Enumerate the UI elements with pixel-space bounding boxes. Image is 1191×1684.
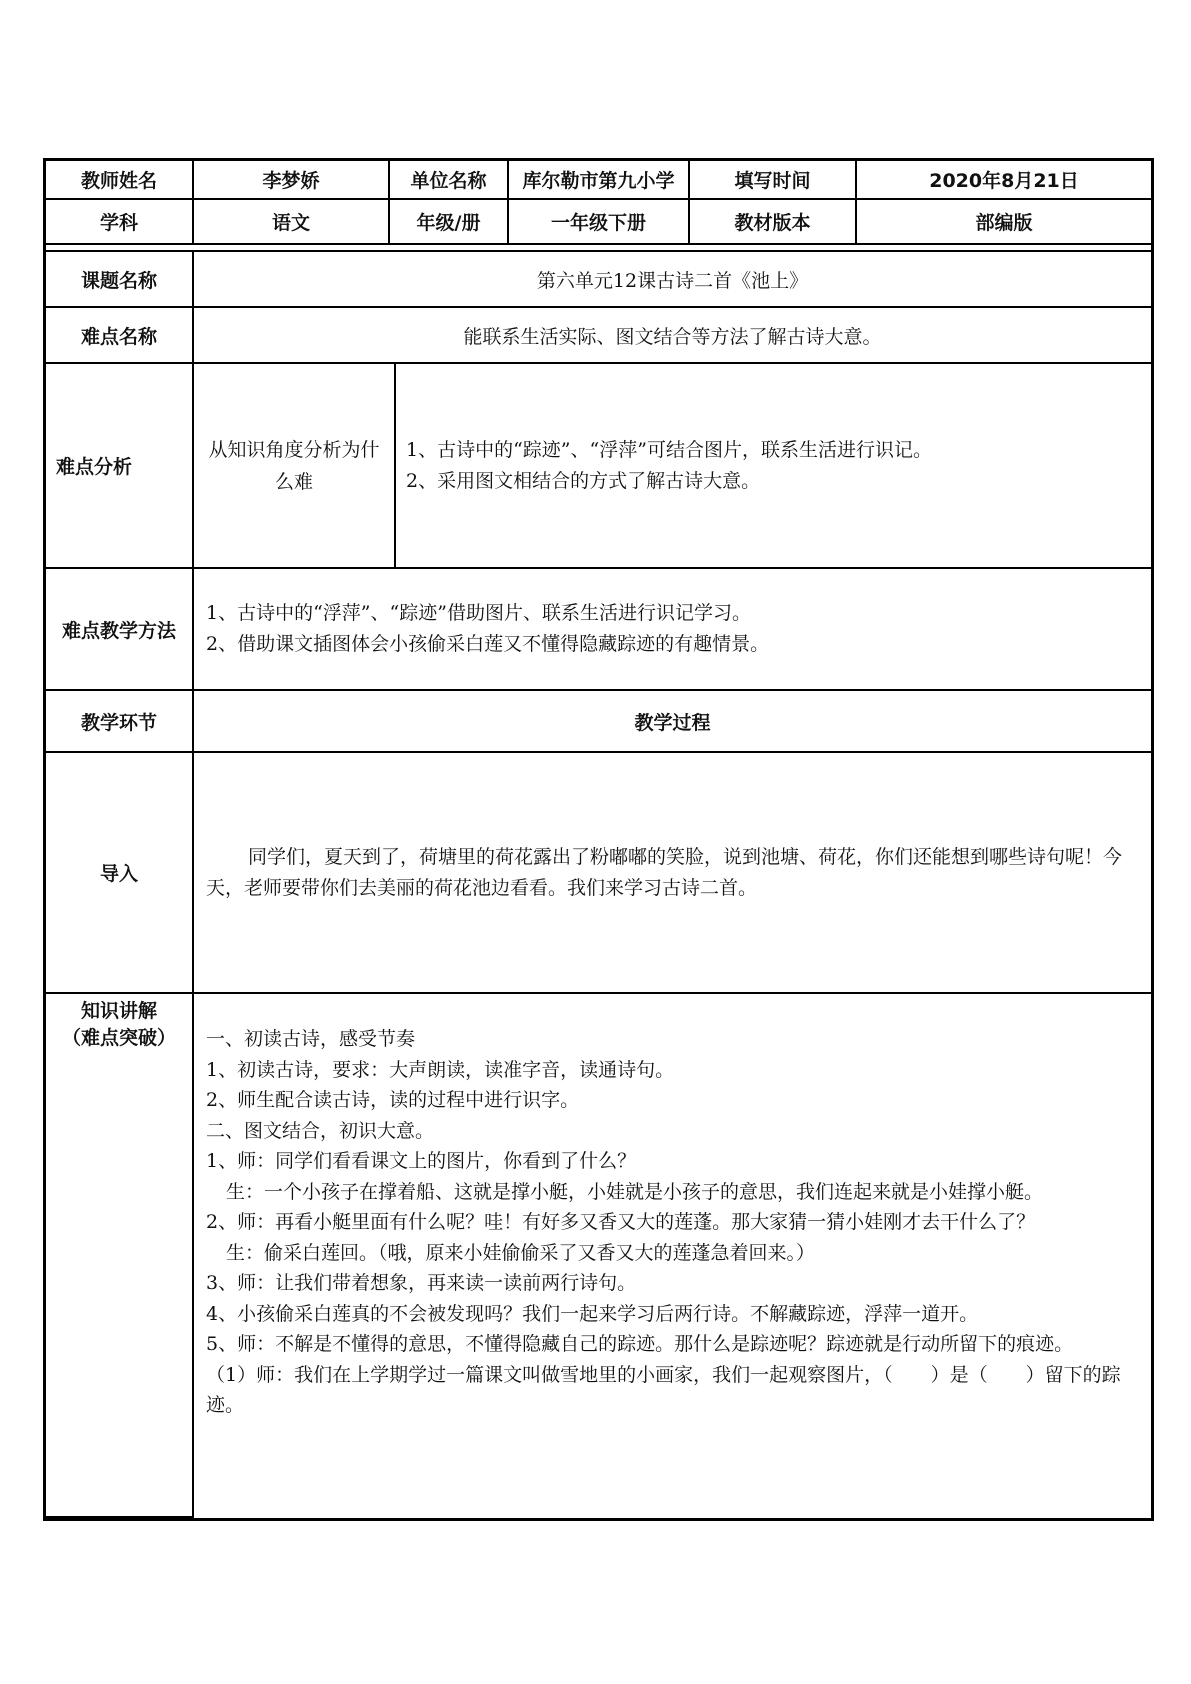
unit-label: 单位名称 (390, 161, 509, 200)
process-label: 教学过程 (194, 691, 1151, 753)
edition-label: 教材版本 (690, 200, 857, 245)
knowledge-line: 生：一个小孩子在撑着船、这就是撑小艇，小娃就是小孩子的意思，我们连起来就是小娃撑小艇。 (226, 1180, 1044, 1203)
knowledge-line: 1、初读古诗，要求：大声朗读，读准字音，读通诗句。 (206, 1058, 675, 1081)
intro-row (43, 753, 1154, 994)
date-value: 2020年8月21日 (857, 161, 1151, 200)
analysis-line: 2、采用图文相结合的方式了解古诗大意。 (406, 469, 761, 492)
teacher-label: 教师姓名 (46, 161, 194, 200)
subject-label: 学科 (46, 200, 194, 245)
header-row-1 (43, 158, 1154, 200)
analysis-sublabel: 从知识角度分析为什么难 (208, 438, 380, 493)
knowledge-line: 2、师：再看小艇里面有什么呢？哇！有好多又香又大的莲蓬。那大家猜一猜小娃刚才去干什么了？ (206, 1211, 1036, 1233)
analysis-sublabel-cell (194, 364, 396, 569)
knowledge-line: 4、小孩偷采白莲真的不会被发现吗？我们一起来学习后两行诗。不解藏踪迹，浮萍一道开。 (206, 1302, 979, 1325)
method-line: 2、借助课文插图体会小孩偷采白莲又不懂得隐藏踪迹的有趣情景。 (206, 633, 770, 655)
knowledge-content (194, 994, 1151, 1518)
analysis-content (396, 364, 1151, 569)
process-header-row (43, 691, 1154, 753)
difficulty-value: 能联系生活实际、图文结合等方法了解古诗大意。 (194, 308, 1151, 364)
knowledge-label-line2: （难点突破） (61, 1027, 176, 1049)
grade-label: 年级/册 (390, 200, 509, 245)
intro-label: 导入 (46, 753, 194, 994)
intro-text: 同学们，夏天到了，荷塘里的荷花露出了粉嘟嘟的笑脸，说到池塘、荷花，你们还能想到哪些诗句呢！今天，老师要带你们去美丽的荷花池边看看。我们来学习古诗二首。 (206, 845, 1123, 899)
difficulty-label: 难点名称 (46, 308, 194, 364)
knowledge-label-line1: 知识讲解 (80, 1000, 157, 1022)
topic-label: 课题名称 (46, 252, 194, 308)
difficulty-row (43, 308, 1154, 364)
date-label: 填写时间 (690, 161, 857, 200)
teacher-value: 李梦娇 (194, 161, 390, 200)
unit-value: 库尔勒市第九小学 (509, 161, 690, 200)
analysis-row (43, 364, 1154, 569)
knowledge-line: 二、图文结合，初识大意。 (206, 1119, 435, 1142)
edition-value: 部编版 (857, 200, 1151, 245)
analysis-line: 1、古诗中的“踪迹”、“浮萍”可结合图片，联系生活进行识记。 (406, 438, 932, 461)
knowledge-line: 生：偷采白莲回。（哦，原来小娃偷偷采了又香又大的莲蓬急着回来。） (226, 1241, 816, 1264)
knowledge-label-cell (46, 994, 194, 1518)
method-content (194, 569, 1151, 691)
stage-label: 教学环节 (46, 691, 194, 753)
header-row-2 (43, 200, 1154, 245)
analysis-label: 难点分析 (46, 364, 194, 569)
method-label: 难点教学方法 (46, 569, 194, 691)
row-divider (43, 245, 1154, 252)
grade-value: 一年级下册 (509, 200, 690, 245)
knowledge-line: 5、师：不解是不懂得的意思，不懂得隐藏自己的踪迹。那什么是踪迹呢？踪迹就是行动所留下的痕迹。 (206, 1333, 1074, 1355)
knowledge-line: 3、师：让我们带着想象，再来读一读前两行诗句。 (206, 1272, 637, 1294)
knowledge-line: （1）师：我们在上学期学过一篇课文叫做雪地里的小画家，我们一起观察图片，（ ）是（ ）留下的踪迹。 (206, 1363, 1121, 1416)
subject-value: 语文 (194, 200, 390, 245)
intro-content (194, 753, 1151, 994)
knowledge-line: 一、初读古诗，感受节奏 (206, 1028, 416, 1050)
knowledge-line: 2、师生配合读古诗，读的过程中进行识字。 (206, 1089, 580, 1111)
method-row (43, 569, 1154, 691)
lesson-plan-table (43, 158, 1154, 1521)
method-line: 1、古诗中的“浮萍”、“踪迹”借助图片、联系生活进行识记学习。 (206, 602, 751, 624)
topic-row (43, 252, 1154, 308)
topic-value: 第六单元12课古诗二首《池上》 (194, 252, 1151, 308)
knowledge-row (43, 994, 1154, 1521)
knowledge-line: 1、师：同学们看看课文上的图片，你看到了什么？ (206, 1150, 637, 1172)
